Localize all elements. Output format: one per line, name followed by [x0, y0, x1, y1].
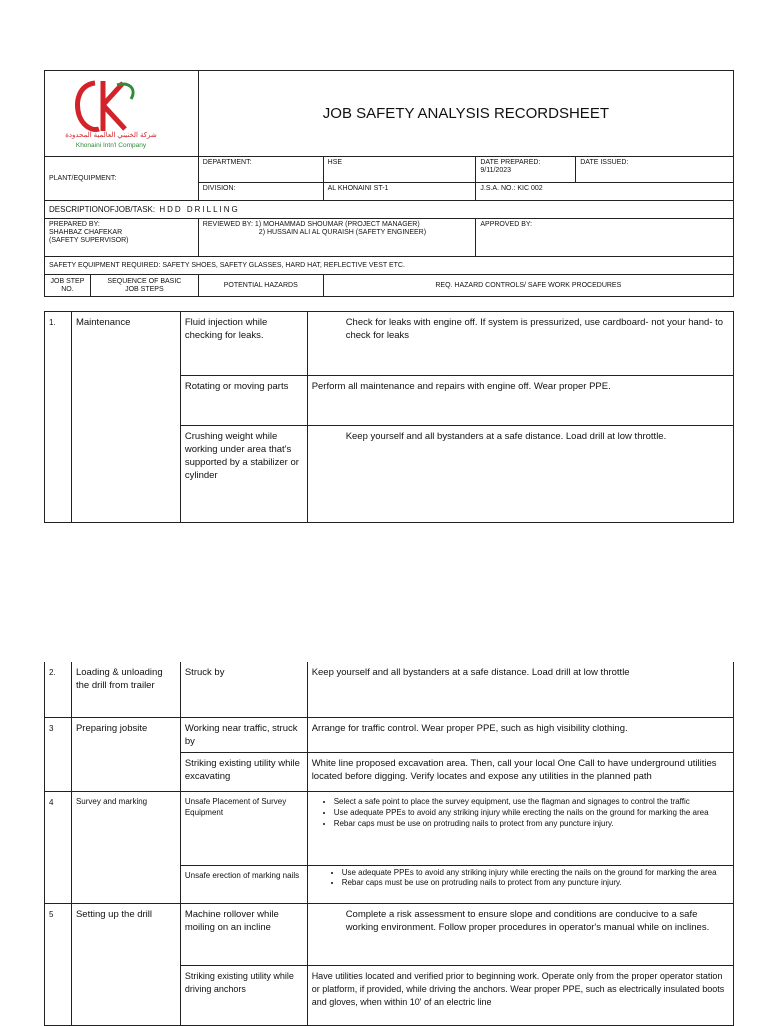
prepared-by-cell: [45, 219, 199, 257]
step-name: Setting up the drill: [71, 903, 180, 1025]
reviewed-by-cell: [198, 219, 476, 257]
prepared-by-label: PREPARED BY:: [49, 221, 100, 228]
date-prepared-cell: [476, 157, 576, 183]
prepared-by-name: SHAHBAZ CHAFEKAR: [49, 229, 123, 236]
approved-by-label: APPROVED BY:: [476, 219, 734, 257]
hazard-cell: Struck by: [180, 662, 307, 717]
control-cell: Have utilities located and verified prior to beginning work. Operate only from the proper operator station or platform, if provided, while driving the anchors. Wear proper PPE, such as electrically insulated boots and gloves, when within 10' of an electric line: [307, 965, 733, 1025]
date-issued-label: DATE ISSUED:: [576, 157, 734, 183]
control-cell: White line proposed excavation area. Then, call your local One Call to have underground utilities located before digging. Verify locates and expose any utilities in the planned path: [307, 752, 733, 791]
hazard-cell: Striking existing utility while driving anchors: [180, 965, 307, 1025]
col-potential-hazards: POTENTIAL HAZARDS: [198, 275, 323, 297]
document-title: JOB SAFETY ANALYSIS RECORDSHEET: [198, 71, 733, 157]
company-arabic-name: شركة الخنيني العالمية المحدودة: [65, 132, 157, 139]
hazard-cell: Working near traffic, struck by: [180, 717, 307, 752]
job-description-value: HDD DRILLING: [159, 204, 240, 214]
control-cell: Keep yourself and all bystanders at a safe distance. Load drill at low throttle: [307, 662, 733, 717]
hazard-cell: Machine rollover while moiling on an incline: [180, 903, 307, 965]
col-sequence-line1: SEQUENCE OF BASIC: [107, 277, 182, 285]
table-row: [45, 312, 734, 376]
list-item: • Rebar caps must be use on protruding nails to protect from any puncture injury.: [334, 818, 729, 829]
list-item: • Use adequate PPEs to avoid any striking injury while erecting the nails on the ground for marking the area: [334, 807, 729, 818]
job-description-row: [45, 201, 734, 219]
job-description-label: DESCRIPTIONOFJOB/TASK:: [49, 204, 156, 214]
control-bullet-list: [312, 868, 729, 888]
safety-equipment-required: SAFETY EQUIPMENT REQUIRED: SAFETY SHOES, SAFETY GLASSES, HARD HAT, REFLECTIVE VEST ETC.: [45, 257, 734, 275]
prepared-by-role: (SAFETY SUPERVISOR): [49, 237, 129, 244]
step-number: 2.: [45, 662, 72, 717]
list-item: • Use adequate PPEs to avoid any striking injury while erecting the nails on the ground for marking the area: [342, 868, 729, 878]
table-row: [45, 717, 734, 752]
reviewed-by-1: REVIEWED BY: 1) MOHAMMAD SHOUMAR (PROJECT MANAGER): [202, 221, 420, 228]
hazard-cell: Crushing weight while working under area that's supported by a stabilizer or cylinder: [180, 426, 307, 523]
control-cell: [307, 865, 733, 903]
step-name: Loading & unloading the drill from trailer: [71, 662, 180, 717]
list-item: • Select a safe point to place the survey equipment, use the flagman and signages to control the traffic: [334, 796, 729, 807]
col-sequence-line2: JOB STEPS: [125, 285, 164, 293]
list-item: • Rebar caps must be use on protruding nails to protect from any puncture injury.: [342, 878, 729, 888]
step-name: Preparing jobsite: [71, 717, 180, 791]
hazard-cell: Rotating or moving parts: [180, 376, 307, 426]
logo-cell: [45, 71, 199, 157]
control-cell: Arrange for traffic control. Wear proper PPE, such as high visibility clothing.: [307, 717, 733, 752]
jsa-number: J.S.A. NO.: KIC 002: [476, 183, 734, 201]
table-row: [45, 662, 734, 717]
department-value: HSE: [323, 157, 476, 183]
hazard-cell: Unsafe erection of marking nails: [180, 865, 307, 903]
step-name: Survey and marking: [71, 791, 180, 903]
step-number: 4: [45, 791, 72, 903]
control-cell: Keep yourself and all bystanders at a safe distance. Load drill at low throttle.: [307, 426, 733, 523]
jsa-table-2: [44, 662, 734, 1026]
control-bullet-list: [312, 796, 729, 829]
col-sequence: [90, 275, 198, 297]
hazard-cell: Striking existing utility while excavating: [180, 752, 307, 791]
control-cell: Perform all maintenance and repairs with engine off. Wear proper PPE.: [307, 376, 733, 426]
control-cell: Complete a risk assessment to ensure slope and conditions are conducive to a safe working environment. Follow proper procedures in operator's manual while on inclines.: [307, 903, 733, 965]
date-prepared-value: 9/11/2023: [480, 167, 511, 174]
table-row: [45, 791, 734, 865]
col-job-step-no: [45, 275, 91, 297]
hazard-cell: Fluid injection while checking for leaks.: [180, 312, 307, 376]
department-label: DEPARTMENT:: [198, 157, 323, 183]
col-job-step-line2: NO.: [61, 285, 74, 293]
plant-equipment-label: PLANT/EQUIPMENT:: [45, 157, 199, 201]
step-number: 5: [45, 903, 72, 1025]
step-number: 1.: [45, 312, 72, 523]
control-cell: Check for leaks with engine off. If system is pressurized, use cardboard- not your hand- to check for leaks: [307, 312, 733, 376]
hazard-cell: Unsafe Placement of Survey Equipment: [180, 791, 307, 865]
division-value: AL KHONAINI ST-1: [323, 183, 476, 201]
table-row: [45, 903, 734, 965]
date-prepared-label: DATE PREPARED:: [480, 159, 541, 166]
division-label: DIVISION:: [198, 183, 323, 201]
step-number: 3: [45, 717, 72, 791]
jsa-table-1: [44, 311, 734, 523]
header-table: [44, 70, 734, 297]
company-english-name: Khonaini Intn'l Company: [75, 142, 147, 149]
col-job-step-line1: JOB STEP: [50, 277, 85, 285]
col-controls: REQ. HAZARD CONTROLS/ SAFE WORK PROCEDURES: [323, 275, 733, 297]
control-cell: [307, 791, 733, 865]
step-name: Maintenance: [71, 312, 180, 523]
reviewed-by-2: 2) HUSSAIN ALI AL QURAISH (SAFETY ENGINEER): [258, 229, 427, 236]
